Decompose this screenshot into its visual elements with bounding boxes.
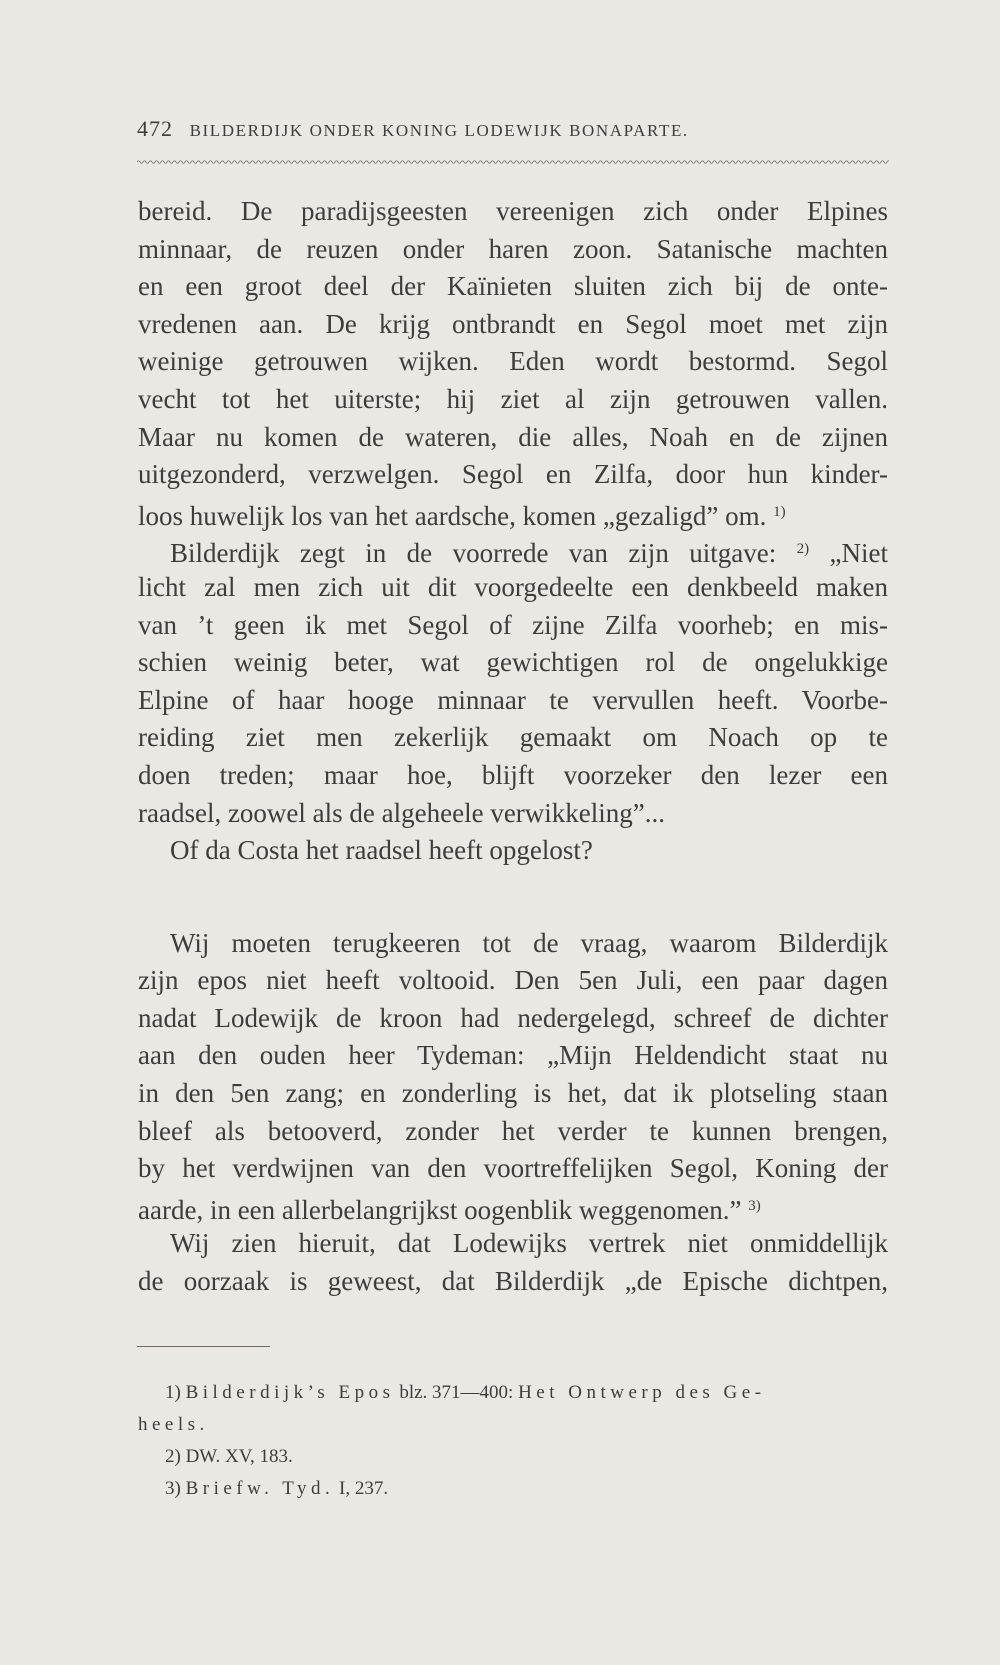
text-line: schien weinig beter, wat gewichtigen rol de ongelukkige bbox=[138, 647, 888, 678]
footnote-text: DW. XV, 183. bbox=[185, 1446, 293, 1467]
text-line: van ’t geen ik met Segol of zijne Zilfa voorheb; en mis- bbox=[138, 609, 888, 640]
text-line: bereid. De paradijsgeesten vereenigen zich onder Elpines bbox=[138, 196, 888, 226]
footnote-mark: 1) bbox=[165, 1382, 181, 1403]
footnote-1-continued bbox=[138, 1409, 888, 1441]
paragraph-5 bbox=[138, 1225, 888, 1300]
text-line-content: loos huwelijk los van het aardsche, komen „gezaligd” om. bbox=[138, 500, 767, 531]
text-line: uitgezonderd, verzwelgen. Segol en Zilfa, door hun kinder- bbox=[138, 459, 888, 490]
footnote-3 bbox=[138, 1473, 888, 1505]
text-line: Of da Costa het raadsel heeft opgelost? bbox=[170, 835, 593, 866]
decorative-wavy-rule bbox=[137, 158, 889, 166]
text-line: weinige getrouwen wijken. Eden wordt bestormd. Segol bbox=[138, 346, 888, 377]
text-line: bleef als betooverd, zonder het verder te kunnen brengen, bbox=[138, 1115, 888, 1146]
text-line: reiding ziet men zekerlijk gemaakt om Noach op te bbox=[138, 722, 888, 753]
running-header bbox=[137, 116, 887, 142]
text-line-content: aarde, in een allerbelangrijkst oogenblik weggenomen.” bbox=[138, 1194, 742, 1225]
footnote-spaced-text: Bilderdijk’s Epos bbox=[185, 1382, 395, 1403]
footnote-mark: 2) bbox=[165, 1446, 181, 1467]
footnote-ref: 2) bbox=[796, 541, 810, 558]
footnote-spaced-text: Briefw. Tyd. bbox=[185, 1478, 335, 1499]
footnote-text: blz. 371—400: bbox=[399, 1382, 514, 1403]
footnote-ref: 3) bbox=[748, 1197, 761, 1214]
text-line-content: „Niet bbox=[829, 538, 888, 569]
text-line: doen treden; maar hoe, blijft voorzeker den lezer een bbox=[138, 759, 888, 790]
text-line: en een groot deel der Kaïnieten sluiten zich bij de onte- bbox=[138, 271, 888, 302]
footnote-mark: 3) bbox=[165, 1478, 181, 1499]
text-line: nadat Lodewijk de kroon had nedergelegd, schreef de dichter bbox=[138, 1002, 888, 1033]
paragraph-3 bbox=[138, 832, 888, 870]
text-line: zijn epos niet heeft voltooid. Den 5en Juli, een paar dagen bbox=[138, 965, 888, 996]
text-line: raadsel, zoowel als de algeheele verwikkeling”... bbox=[138, 797, 666, 828]
footnote-spaced-text: Het Ontwerp des Ge- bbox=[518, 1382, 766, 1403]
text-line-content: Bilderdijk zegt in de voorrede van zijn uitgave: bbox=[170, 538, 777, 569]
footnote-ref: 1) bbox=[773, 503, 786, 520]
footnotes bbox=[138, 1377, 888, 1505]
paragraph-2 bbox=[138, 531, 888, 832]
text-line: in den 5en zang; en zonderling is het, dat ik plotseling staan bbox=[138, 1078, 888, 1109]
text-line: Wij moeten terugkeeren tot de vraag, waarom Bilderdijk bbox=[170, 927, 888, 958]
paragraph-4 bbox=[138, 925, 888, 1226]
text-line: Elpine of haar hooge minnaar te vervullen heeft. Voorbe- bbox=[138, 684, 888, 715]
footnote-spaced-text: heels. bbox=[138, 1414, 209, 1435]
page-number: 472 bbox=[137, 116, 173, 141]
footnote-1 bbox=[138, 1377, 888, 1409]
footnote-2 bbox=[138, 1441, 888, 1473]
text-line: Maar nu komen de wateren, die alles, Noah en de zijnen bbox=[138, 421, 888, 452]
section-break bbox=[138, 870, 888, 925]
footnote-divider bbox=[137, 1346, 270, 1347]
main-text bbox=[138, 193, 888, 1301]
text-line bbox=[138, 531, 888, 569]
running-title: BILDERDIJK ONDER KONING LODEWIJK BONAPARTE. bbox=[189, 121, 689, 140]
text-line: aan den ouden heer Tydeman: „Mijn Heldendicht staat nu bbox=[138, 1040, 888, 1071]
text-line: Wij zien hieruit, dat Lodewijks vertrek niet onmiddellijk bbox=[170, 1228, 888, 1259]
text-line: licht zal men zich uit dit voorgedeelte een denkbeeld maken bbox=[138, 571, 888, 602]
text-line: minnaar, de reuzen onder haren zoon. Satanische machten bbox=[138, 233, 888, 264]
text-line: vecht tot het uiterste; hij ziet al zijn getrouwen vallen. bbox=[138, 383, 888, 414]
text-line: de oorzaak is geweest, dat Bilderdijk „de Epische dichtpen, bbox=[138, 1266, 888, 1297]
text-line: by het verdwijnen van den voortreffelijken Segol, Koning der bbox=[138, 1153, 888, 1184]
paragraph-1 bbox=[138, 193, 888, 531]
footnote-text: I, 237. bbox=[339, 1478, 389, 1499]
text-line bbox=[138, 494, 888, 532]
text-line bbox=[138, 1188, 888, 1226]
text-line: vredenen aan. De krijg ontbrandt en Segol moet met zijn bbox=[138, 308, 888, 339]
